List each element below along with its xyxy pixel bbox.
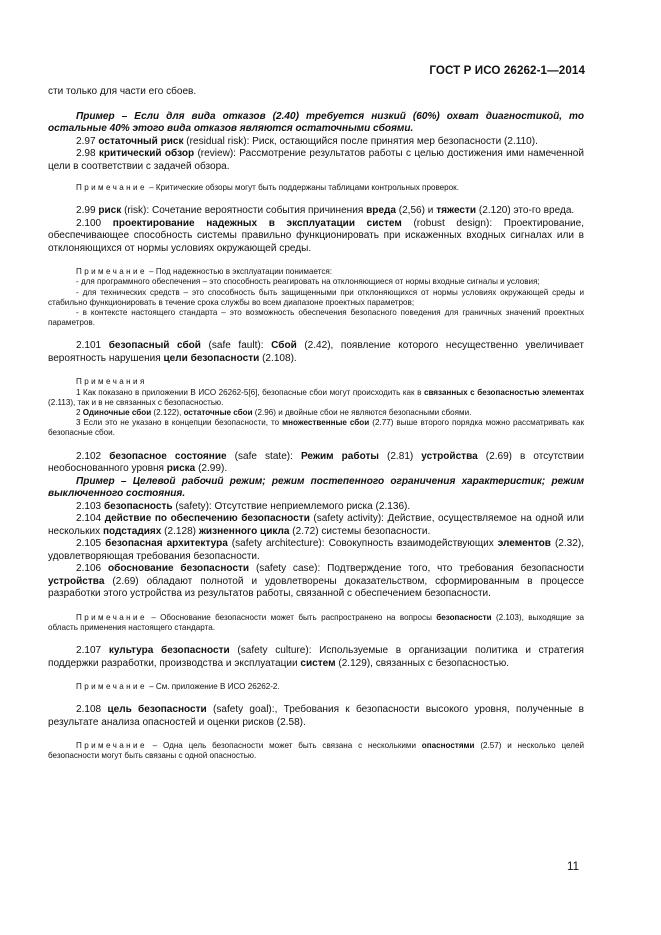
term-2-108: 2.108 цель безопасности (safety goal):, Требования к безопасности высокого уровня, полученные в результате анализа опасностей и оценки рисков (2.58). bbox=[48, 704, 584, 728]
term-2-105: 2.105 безопасная архитектура (safety architecture): Совокупность взаимодействующих элементов (2.32), удовлетворяющая требования безопасности. bbox=[48, 538, 584, 562]
note-2-107: Примечание – См. приложение В ИСО 26262-2. bbox=[76, 682, 280, 692]
note-item: - в контексте настоящего стандарта – это возможность обеспечения безопасного поведения для граничных значений проектных параметров. bbox=[48, 308, 584, 328]
term-name: безопасный сбой bbox=[108, 340, 201, 352]
note-2-108: Примечание – Одна цель безопасности может быть связана с несколькими опасностями (2.57) и несколько целей безопасности могут быть связаны с одной опасностью. bbox=[48, 741, 584, 761]
page-number: 11 bbox=[567, 861, 579, 873]
term-2-99: 2.99 риск (risk): Сочетание вероятности события причинения вреда (2,56) и тяжести (2.120) это-го вреда. bbox=[76, 205, 575, 217]
term-2-101: 2.101 безопасный сбой (safe fault): Сбой (2.42), появление которого несущественно увеличивает вероятность нарушения цели безопасности (2.108). bbox=[48, 340, 585, 364]
example-residual-fault: Пример – Если для вида отказов (2.40) требуется низкий (60%) охват диагностикой, то остальные 40% этого вида отказов являются остаточными сбоями. bbox=[48, 110, 584, 134]
note-item: - для программного обеспечения – это способность реагировать на отклоняющиеся от нормы входные сигналы и условия; bbox=[76, 277, 540, 287]
note-item: 1 Как показано в приложении В ИСО 26262-5[6], безопасные сбои могут происходить как в связанных с безопасностью элементах (2.113), так и в не связанных с безопасностью. bbox=[48, 387, 584, 407]
continuation-text: сти только для части его сбоев. bbox=[48, 86, 197, 97]
term-name: критический обзор bbox=[98, 148, 195, 159]
term-2-107: 2.107 культура безопасности (safety culture): Используемые в организации политика и стратегия поддержки разработки, производства и эксплуатации систем (2.129), связанных с безопасностью. bbox=[48, 645, 584, 669]
term-2-98: 2.98 критический обзор (review): Рассмотрение результатов работы с целью достижения ими намеченной цели в соответствии с задачей обзора. bbox=[48, 148, 584, 172]
term-name: обоснование безопасности bbox=[107, 563, 250, 575]
term-name: действие по обеспечению безопасности bbox=[104, 513, 310, 525]
note-2-98: Примечание – Критические обзоры могут быть поддержаны таблицами контрольных проверок. bbox=[76, 183, 459, 192]
term-2-103: 2.103 безопасность (safety): Отсутствие неприемлемого риска (2.136). bbox=[76, 500, 411, 512]
standard-header: ГОСТ Р ИСО 26262-1—2014 bbox=[429, 64, 585, 77]
term-2-100: 2.100 проектирование надежных в эксплуатации систем (robust design): Проектирование, обеспечивающее способность системы правильно функционировать при искаженных входных сигналах или в отклоняющихся от нормы условиях окружающей среды. bbox=[48, 217, 585, 254]
term-2-102: 2.102 безопасное состояние (safe state): Режим работы (2.81) устройства (2.69) в отсутствии необоснованного уровня риска (2.99). bbox=[48, 450, 584, 475]
note-item: 3 Если это не указано в концепции безопасности, то множественные сбои (2.77) выше второго порядка можно рассматривать как безопасные сбои. bbox=[48, 418, 584, 438]
note-2-106: Примечание – Обоснование безопасности может быть распространено на вопросы безопасности (2.103), выходящие за область применения настоящего стандарта. bbox=[48, 612, 584, 632]
note-item: 2 Одиночные сбои (2.122), остаточные сбои (2.96) и двойные сбои не являются безопасными сбоями. bbox=[76, 408, 472, 418]
page-content bbox=[48, 86, 584, 762]
notes-label: Примечания bbox=[76, 377, 147, 387]
note-intro: Примечание – Под надежностью в эксплуатации понимается: bbox=[76, 267, 333, 277]
term-name: остаточный риск bbox=[98, 135, 184, 147]
term-name: проектирование надежных в эксплуатации систем bbox=[112, 217, 402, 229]
example-safe-state: Пример – Целевой рабочий режим; режим постепенного ограничения характеристик; режим выключенного состояния. bbox=[48, 475, 584, 500]
term-2-104: 2.104 действие по обеспечению безопасности (safety activity): Действие, осуществляемое на одной или нескольких подстадиях (2.128) жизненного цикла (2.72) системы безопасности. bbox=[48, 513, 584, 537]
term-name: безопасность bbox=[103, 500, 173, 512]
term-2-97: 2.97 остаточный риск (residual risk): Риск, остающийся после принятия мер безопасности (2.110). bbox=[76, 135, 538, 147]
term-name: цель безопасности bbox=[107, 704, 207, 716]
note-2-100 bbox=[48, 267, 584, 328]
note-item: - для технических средств – это способность быть защищенными при отклоняющихся от нормы условиях окружающей среды и стабильно функционировать в течение срока службы во всем диапазоне проектных параметров; bbox=[48, 287, 584, 307]
term-name: риск bbox=[98, 205, 122, 217]
term-name: безопасная архитектура bbox=[105, 538, 228, 550]
term-name: культура безопасности bbox=[108, 645, 230, 657]
notes-2-101 bbox=[48, 377, 584, 438]
term-name: безопасное состояние bbox=[109, 450, 227, 462]
term-2-106: 2.106 обоснование безопасности (safety case): Подтверждение того, что требования безопасности устройства (2.69) обладают полнотой и удовлетворены доказательством, сформированным в процессе разработки этого устройства из результатов работы, связанной с обеспечением безопасности. bbox=[48, 563, 584, 600]
